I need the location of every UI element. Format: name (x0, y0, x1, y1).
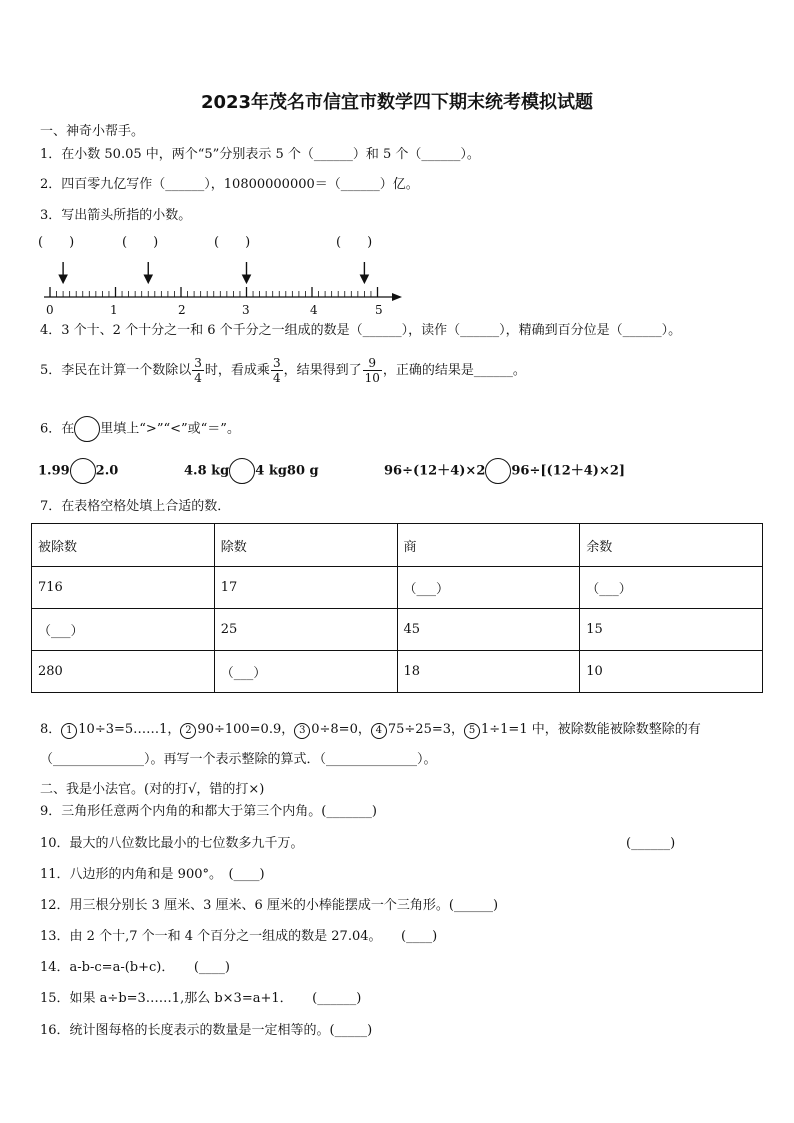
circled-number: 1 (61, 723, 77, 739)
question-8: 8． 1 10÷3=5……1， 2 90÷100=0.9， 3 0÷8=0， 4 75÷25=3， 5 1÷1=1 中，被除数能被除数整除的有 (40, 722, 701, 737)
circled-number: 5 (464, 723, 480, 739)
table-cell: 280 (32, 651, 215, 693)
down-arrow-icon (360, 275, 368, 283)
tick-label: 1 (110, 303, 118, 317)
table-cell: 25 (214, 609, 397, 651)
arrow-answer-blank: ( ) (38, 235, 75, 250)
question-3: 3．写出箭头所指的小数。 (40, 208, 192, 223)
judge-question-10: 10．最大的八位数比最小的七位数多九千万。 (40, 836, 304, 851)
question-8-line-2: （______________）。再写一个表示整除的算式．（______________）。 (40, 752, 437, 767)
table-cell: 716 (32, 567, 215, 609)
circled-number: 4 (371, 723, 387, 739)
table-cell: 18 (397, 651, 580, 693)
compare-circle (485, 458, 511, 484)
judge-question-13: 13．由 2 个十,7 个一和 4 个百分之一组成的数是 27.04。 (____) (40, 929, 438, 944)
question-5: 5．李民在计算一个数除以 $\frac{3}{4}$ 时，看成乘 $\frac{3}{4}$ ，结果得到了 $\frac{9}{10}$ ，正确的结果是______。 (40, 356, 526, 385)
division-table (31, 523, 763, 693)
compare-circle (74, 416, 100, 442)
question-7: 7．在表格空格处填上合适的数． (40, 499, 231, 514)
down-arrow-icon (59, 275, 67, 283)
down-arrow-icon (144, 275, 152, 283)
tick-label: 4 (310, 303, 318, 317)
judge-question-14: 14．a-b-c=a-(b+c)． (____) (40, 960, 230, 975)
section-heading-1: 一、神奇小帮手。 (40, 124, 145, 139)
table-row (32, 609, 763, 651)
fraction: $\frac{3}{4}$ (194, 356, 202, 385)
table-header: 商 (397, 524, 580, 567)
tick-label: 3 (242, 303, 250, 317)
table-cell: （___） (214, 651, 397, 693)
arrow-answer-blank: ( ) (214, 235, 251, 250)
judge-question-15: 15．如果 a÷b=3……1,那么 b×3=a+1． (______) (40, 991, 362, 1006)
question-6: 6．在 里填上“>”“<”或“＝”。 (40, 416, 240, 442)
section-heading-2: 二、我是小法官。(对的打√，错的打×) (40, 782, 265, 797)
compare-item-1: 1.99 2.0 (38, 458, 118, 484)
circled-number: 3 (294, 723, 310, 739)
judge-question-9: 9．三角形任意两个内角的和都大于第三个内角。(_______) (40, 804, 377, 819)
question-4: 4．3 个十、2 个十分之一和 6 个千分之一组成的数是（______），读作（______），精确到百分位是（______）。 (40, 323, 682, 338)
judge-answer-blank: (______) (626, 836, 676, 851)
table-header: 余数 (580, 524, 763, 567)
number-line-axis (34, 230, 414, 320)
table-row (32, 567, 763, 609)
compare-item-2: 4.8 kg 4 kg80 g (184, 458, 319, 484)
down-arrow-icon (243, 275, 251, 283)
tick-label: 0 (46, 303, 54, 317)
table-cell: 10 (580, 651, 763, 693)
compare-item-3: 96÷(12＋4)×2 96÷[(12＋4)×2] (384, 458, 625, 484)
circled-number: 2 (180, 723, 196, 739)
question-2: 2．四百零九亿写作（______），10800000000＝（______）亿。 (40, 177, 419, 192)
table-row (32, 651, 763, 693)
table-cell: 45 (397, 609, 580, 651)
tick-label: 5 (375, 303, 383, 317)
table-header: 除数 (214, 524, 397, 567)
judge-question-11: 11．八边形的内角和是 900°。 (____) (40, 867, 265, 882)
table-cell: 15 (580, 609, 763, 651)
arrow-answer-blank: ( ) (122, 235, 159, 250)
tick-label: 2 (178, 303, 186, 317)
table-header-row (32, 524, 763, 567)
table-cell: （___） (580, 567, 763, 609)
table-cell: （___） (397, 567, 580, 609)
number-line-figure (34, 230, 414, 320)
page-title: 2023年茂名市信宜市数学四下期末统考模拟试题 (200, 92, 594, 113)
compare-circle (229, 458, 255, 484)
judge-question-16: 16．统计图每格的长度表示的数量是一定相等的。(_____) (40, 1023, 373, 1038)
table-cell: 17 (214, 567, 397, 609)
arrow-answer-blank: ( ) (336, 235, 373, 250)
table-header: 被除数 (32, 524, 215, 567)
fraction: $\frac{9}{10}$ (364, 356, 380, 385)
judge-question-12: 12．用三根分别长 3 厘米、3 厘米、6 厘米的小棒能摆成一个三角形。(______) (40, 898, 499, 913)
question-1: 1．在小数 50.05 中，两个“5”分别表示 5 个（______）和 5 个（______）。 (40, 147, 480, 162)
fraction: $\frac{3}{4}$ (272, 356, 281, 385)
compare-circle (70, 458, 96, 484)
table-cell: （___） (32, 609, 215, 651)
